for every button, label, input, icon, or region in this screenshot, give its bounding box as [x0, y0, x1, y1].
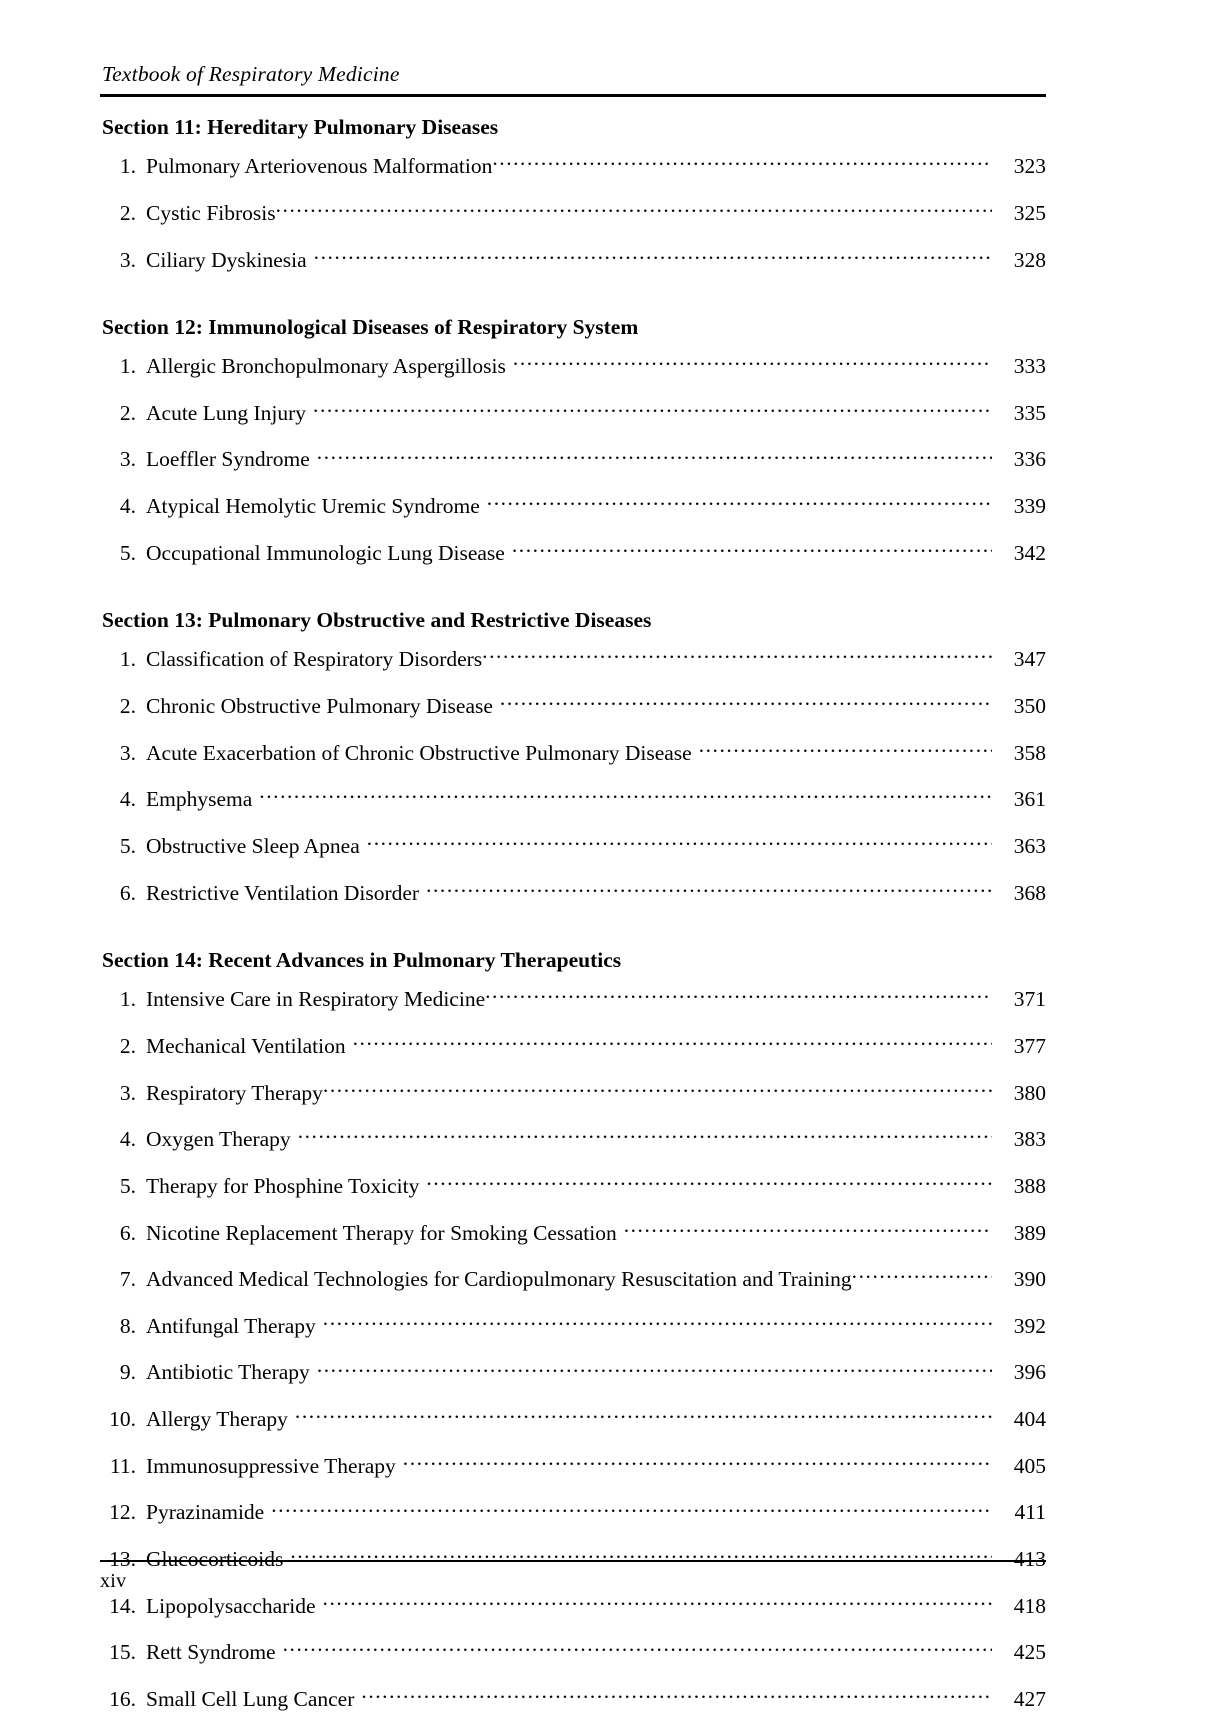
toc-entry-list: [100, 985, 1046, 1731]
entry-page-number[interactable]: 342: [1013, 540, 1046, 565]
dot-leader: [313, 398, 992, 420]
dot-leader: [485, 985, 992, 1007]
entry-number: 1.: [119, 354, 136, 379]
entry-number: 15.: [109, 1640, 136, 1665]
dot-leader: [512, 538, 992, 560]
dot-leader: [500, 692, 992, 714]
toc-sections: [100, 114, 1046, 1731]
entry-page-number[interactable]: 404: [1013, 1407, 1046, 1432]
entry-title[interactable]: Atypical Hemolytic Uremic Syndrome: [146, 494, 480, 519]
toc-entry[interactable]: [100, 1638, 1046, 1685]
toc-entry[interactable]: [100, 738, 1046, 785]
dot-leader: [426, 1171, 992, 1193]
dot-leader: [353, 1031, 992, 1053]
entry-title[interactable]: Mechanical Ventilation: [146, 1033, 346, 1058]
entry-page-number[interactable]: 363: [1013, 833, 1046, 858]
entry-title[interactable]: Acute Exacerbation of Chronic Obstructive Pulmonary Disease: [146, 740, 692, 765]
entry-number: 6.: [119, 880, 136, 905]
entry-title[interactable]: Classification of Respiratory Disorders: [146, 647, 483, 672]
entry-title[interactable]: Allergy Therapy: [146, 1407, 288, 1432]
entry-title[interactable]: Therapy for Phosphine Toxicity: [146, 1173, 420, 1198]
entry-page-number[interactable]: 361: [1013, 787, 1046, 812]
toc-entry[interactable]: [100, 1358, 1046, 1405]
entry-page-number[interactable]: 427: [1013, 1687, 1046, 1712]
dot-leader: [624, 1218, 992, 1240]
dot-leader: [323, 1591, 992, 1613]
entry-page-number[interactable]: 411: [1014, 1500, 1046, 1525]
entry-number: 2.: [119, 400, 136, 425]
toc-entry[interactable]: [100, 692, 1046, 739]
toc-section: [100, 114, 1046, 292]
entry-title[interactable]: Acute Lung Injury: [146, 400, 307, 425]
entry-number: 1.: [119, 647, 136, 672]
entry-page-number[interactable]: 377: [1013, 1033, 1046, 1058]
toc-entry[interactable]: [100, 198, 1046, 245]
entry-title[interactable]: Pulmonary Arteriovenous Malformation: [146, 154, 493, 179]
entry-number: 3.: [119, 1080, 136, 1105]
page-folio: xiv: [100, 1570, 127, 1592]
toc-entry[interactable]: [100, 878, 1046, 925]
entry-page-number[interactable]: 389: [1013, 1220, 1046, 1245]
toc-entry[interactable]: [100, 492, 1046, 539]
entry-title[interactable]: Cystic Fibrosis: [146, 200, 276, 225]
entry-page-number[interactable]: 405: [1013, 1453, 1046, 1478]
toc-entry-list: [100, 152, 1046, 292]
entry-number: 1.: [119, 154, 136, 179]
entry-page-number[interactable]: 383: [1013, 1127, 1046, 1152]
entry-title[interactable]: Obstructive Sleep Apnea: [146, 833, 360, 858]
entry-number: 10.: [109, 1407, 136, 1432]
entry-number: 7.: [119, 1267, 136, 1292]
entry-number: 2.: [119, 1033, 136, 1058]
entry-title[interactable]: Small Cell Lung Cancer: [146, 1687, 355, 1712]
entry-title[interactable]: Advanced Medical Technologies for Cardiopulmonary Resuscitation and Training: [146, 1267, 852, 1292]
dot-leader: [426, 878, 992, 900]
entry-number: 3.: [119, 247, 136, 272]
section-heading: Section 11: Hereditary Pulmonary Diseases: [102, 114, 499, 139]
entry-page-number[interactable]: 392: [1013, 1313, 1046, 1338]
dot-leader: [482, 645, 992, 667]
dot-leader: [290, 1545, 992, 1567]
toc-section: [100, 947, 1046, 1731]
entry-title[interactable]: Occupational Immunologic Lung Disease: [146, 540, 505, 565]
toc-section: [100, 314, 1046, 585]
entry-number: 14.: [109, 1593, 136, 1618]
dot-leader: [271, 1498, 992, 1520]
section-heading: Section 12: Immunological Diseases of Respiratory System: [102, 314, 639, 339]
entry-title[interactable]: Lipopolysaccharide: [146, 1593, 316, 1618]
entry-number: 4.: [119, 787, 136, 812]
dot-leader: [298, 1125, 992, 1147]
entry-title[interactable]: Antifungal Therapy: [146, 1313, 316, 1338]
toc-entry[interactable]: [100, 1265, 1046, 1312]
toc-entry[interactable]: [100, 1218, 1046, 1265]
entry-page-number[interactable]: 418: [1013, 1593, 1046, 1618]
toc-entry-list: [100, 352, 1046, 585]
dot-leader: [513, 352, 992, 374]
entry-page-number[interactable]: 371: [1013, 987, 1046, 1012]
toc-entry[interactable]: [100, 1498, 1046, 1545]
entry-title[interactable]: Rett Syndrome: [146, 1640, 276, 1665]
dot-leader: [367, 831, 992, 853]
toc-entry[interactable]: [100, 1171, 1046, 1218]
entry-number: 2.: [119, 200, 136, 225]
dot-leader: [492, 152, 992, 174]
dot-leader: [314, 245, 992, 267]
entry-page-number[interactable]: 388: [1013, 1173, 1046, 1198]
entry-number: 13.: [109, 1547, 136, 1572]
dot-leader: [403, 1451, 992, 1473]
dot-leader: [487, 492, 992, 514]
entry-number: 6.: [119, 1220, 136, 1245]
entry-number: 11.: [109, 1453, 136, 1478]
toc-entry-list: [100, 645, 1046, 925]
dot-leader: [317, 1358, 992, 1380]
entry-number: 4.: [119, 494, 136, 519]
dot-leader: [317, 445, 992, 467]
toc-entry[interactable]: [100, 245, 1046, 292]
entry-page-number[interactable]: 333: [1013, 354, 1046, 379]
entry-number: 16.: [109, 1687, 136, 1712]
entry-number: 1.: [119, 987, 136, 1012]
toc-entry[interactable]: [100, 1591, 1046, 1638]
entry-page-number[interactable]: 396: [1013, 1360, 1046, 1385]
toc-entry[interactable]: [100, 785, 1046, 832]
toc-entry[interactable]: [100, 1031, 1046, 1078]
entry-number: 12.: [109, 1500, 136, 1525]
entry-page-number[interactable]: 368: [1013, 880, 1046, 905]
entry-title[interactable]: Allergic Bronchopulmonary Aspergillosis: [146, 354, 506, 379]
dot-leader: [323, 1311, 992, 1333]
toc-entry[interactable]: [100, 1545, 1046, 1592]
dot-leader: [852, 1265, 992, 1287]
entry-title[interactable]: Oxygen Therapy: [146, 1127, 291, 1152]
entry-page-number[interactable]: 350: [1013, 694, 1046, 719]
entry-page-number[interactable]: 339: [1013, 494, 1046, 519]
toc-section: [100, 607, 1046, 925]
toc-entry[interactable]: [100, 1685, 1046, 1731]
dot-leader: [283, 1638, 992, 1660]
toc-entry[interactable]: [100, 1078, 1046, 1125]
dot-leader: [323, 1078, 992, 1100]
toc-entry[interactable]: [100, 538, 1046, 585]
entry-number: 5.: [119, 833, 136, 858]
entry-title[interactable]: Emphysema: [146, 787, 253, 812]
entry-page-number[interactable]: 358: [1013, 740, 1046, 765]
entry-title[interactable]: Chronic Obstructive Pulmonary Disease: [146, 694, 493, 719]
entry-number: 8.: [119, 1313, 136, 1338]
toc-entry[interactable]: [100, 985, 1046, 1032]
entry-title[interactable]: Intensive Care in Respiratory Medicine: [146, 987, 486, 1012]
entry-page-number[interactable]: 336: [1013, 447, 1046, 472]
toc-entry[interactable]: [100, 398, 1046, 445]
entry-title[interactable]: Glucocorticoids: [146, 1547, 284, 1572]
entry-page-number[interactable]: 347: [1013, 647, 1046, 672]
entry-page-number[interactable]: 335: [1013, 400, 1046, 425]
entry-title[interactable]: Pyrazinamide: [146, 1500, 265, 1525]
toc-entry[interactable]: [100, 352, 1046, 399]
header-rule: [100, 94, 1046, 97]
footer-rule: [100, 1560, 1046, 1562]
dot-leader: [259, 785, 992, 807]
entry-number: 2.: [119, 694, 136, 719]
entry-page-number[interactable]: 390: [1013, 1267, 1046, 1292]
entry-number: 9.: [119, 1360, 136, 1385]
entry-title[interactable]: Immunosuppressive Therapy: [146, 1453, 396, 1478]
entry-number: 4.: [119, 1127, 136, 1152]
entry-title[interactable]: Respiratory Therapy: [146, 1080, 323, 1105]
dot-leader: [295, 1405, 992, 1427]
entry-page-number[interactable]: 413: [1013, 1547, 1046, 1572]
toc-entry[interactable]: [100, 1125, 1046, 1172]
entry-title[interactable]: Ciliary Dyskinesia: [146, 247, 307, 272]
toc-entry[interactable]: [100, 1311, 1046, 1358]
dot-leader: [276, 198, 992, 220]
entry-title[interactable]: Loeffler Syndrome: [146, 447, 310, 472]
section-heading: Section 14: Recent Advances in Pulmonary Therapeutics: [102, 947, 622, 972]
toc-entry[interactable]: [100, 445, 1046, 492]
toc-entry[interactable]: [100, 1451, 1046, 1498]
dot-leader: [699, 738, 992, 760]
entry-page-number[interactable]: 325: [1013, 200, 1046, 225]
entry-number: 5.: [119, 1173, 136, 1198]
toc-entry[interactable]: [100, 152, 1046, 199]
entry-title[interactable]: Nicotine Replacement Therapy for Smoking Cessation: [146, 1220, 617, 1245]
toc-entry[interactable]: [100, 1405, 1046, 1452]
running-header: Textbook of Respiratory Medicine: [102, 62, 400, 86]
dot-leader: [361, 1685, 992, 1707]
entry-title[interactable]: Antibiotic Therapy: [146, 1360, 310, 1385]
entry-number: 3.: [119, 447, 136, 472]
toc-entry[interactable]: [100, 645, 1046, 692]
entry-page-number[interactable]: 328: [1013, 247, 1046, 272]
entry-page-number[interactable]: 380: [1013, 1080, 1046, 1105]
entry-page-number[interactable]: 323: [1013, 154, 1046, 179]
section-heading: Section 13: Pulmonary Obstructive and Restrictive Diseases: [102, 607, 652, 632]
toc-entry[interactable]: [100, 831, 1046, 878]
entry-number: 5.: [119, 540, 136, 565]
entry-number: 3.: [119, 740, 136, 765]
entry-page-number[interactable]: 425: [1013, 1640, 1046, 1665]
entry-title[interactable]: Restrictive Ventilation Disorder: [146, 880, 420, 905]
